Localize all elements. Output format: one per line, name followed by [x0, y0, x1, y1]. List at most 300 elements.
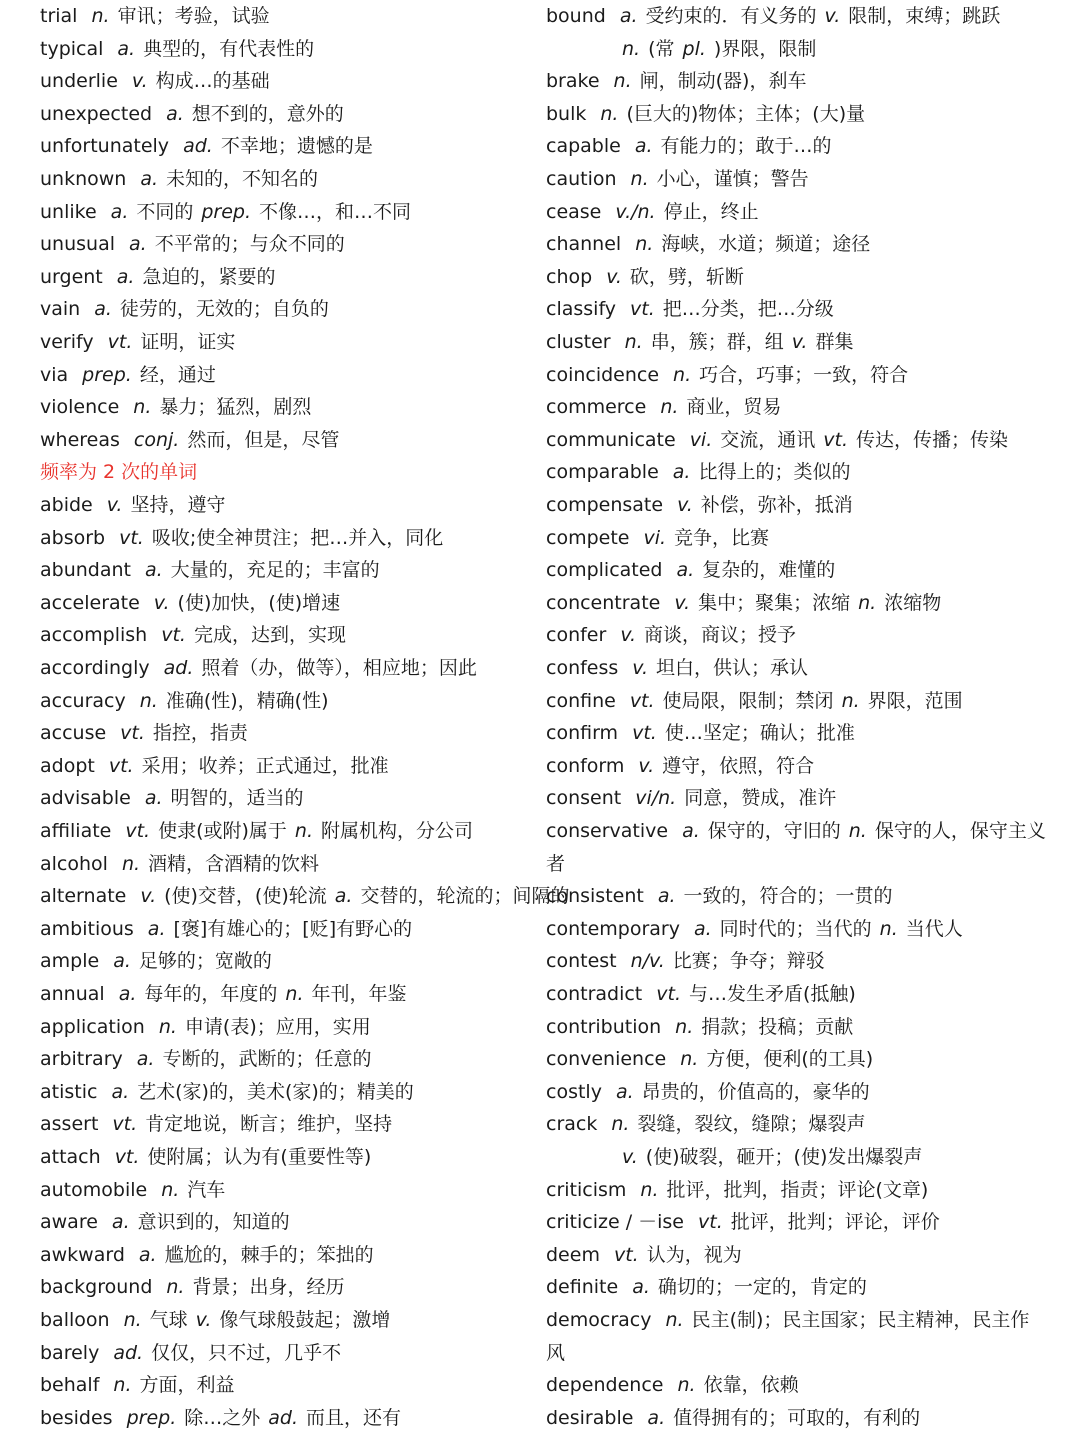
- part-of-speech: n.: [161, 1178, 180, 1201]
- vocab-entry: [546, 815, 1046, 847]
- vocab-entry: [546, 261, 1046, 293]
- definition: 商业，贸易: [686, 396, 782, 419]
- part-of-speech: n.: [600, 102, 619, 125]
- part-of-speech: n.: [611, 1113, 630, 1136]
- headword: ambitious: [40, 917, 134, 940]
- headword: abundant: [40, 559, 131, 582]
- part-of-speech: n.: [139, 689, 158, 712]
- definition: 典型的，有代表性的: [143, 37, 315, 60]
- vocab-entry: [40, 522, 443, 554]
- definition: 比赛；争夺；辩驳: [672, 950, 825, 973]
- definition: 遵守，依照，符合: [662, 754, 815, 777]
- vocab-entry: [40, 880, 569, 912]
- definition: 暴力；猛烈，剧烈: [159, 396, 312, 419]
- vocab-entry: [622, 33, 1080, 65]
- definition: 不幸地；遗憾的是: [220, 135, 373, 158]
- definition: 经，通过: [139, 363, 216, 386]
- vocab-entry: [546, 685, 1046, 717]
- part-of-speech: ad.: [268, 1406, 299, 1429]
- part-of-speech: a.: [113, 950, 131, 973]
- definition: 群集: [815, 331, 854, 353]
- headword: concentrate: [546, 591, 661, 614]
- headword: bulk: [546, 102, 587, 125]
- definition: 而且，还有: [306, 1406, 402, 1429]
- vocab-entry: [546, 196, 1046, 228]
- vocab-entry: [546, 1304, 1046, 1336]
- definition: 同时代的；当代的: [719, 917, 872, 940]
- vocab-entry: [546, 1239, 1046, 1271]
- definition: 专断的，武断的；任意的: [162, 1048, 372, 1071]
- headword: bound: [546, 5, 606, 27]
- part-of-speech: vt.: [108, 754, 134, 777]
- headword: barely: [40, 1341, 100, 1364]
- headword: aware: [40, 1211, 98, 1234]
- definition: 肯定地说，断言；维护，坚持: [145, 1113, 393, 1136]
- headword: awkward: [40, 1243, 125, 1266]
- definition: 商谈，商议；授予: [644, 624, 797, 647]
- vocab-entry: [40, 945, 272, 977]
- part-of-speech: v.: [606, 265, 622, 288]
- headword: consent: [546, 787, 622, 810]
- part-of-speech: a.: [634, 135, 653, 158]
- definition: 复杂的，难懂的: [702, 559, 836, 582]
- vocab-entry: [546, 848, 1046, 880]
- part-of-speech: ad.: [113, 1341, 144, 1364]
- headword: comparable: [546, 461, 659, 484]
- headword: classify: [546, 298, 617, 321]
- vocab-entry: [40, 424, 339, 456]
- definition: 采用；收养；正式通过，批准: [141, 754, 389, 777]
- part-of-speech: vi/n.: [635, 787, 677, 810]
- part-of-speech: v.: [195, 1309, 212, 1331]
- headword: commerce: [546, 396, 647, 419]
- part-of-speech: vt.: [114, 1146, 140, 1168]
- part-of-speech: vt.: [630, 298, 655, 321]
- part-of-speech: a.: [129, 233, 147, 256]
- definition: 海峡，水道；频道；途径: [661, 233, 871, 256]
- definition: 民主(制)；民主国家；民主精神，民主作: [691, 1309, 1030, 1331]
- vocab-entry: [40, 1141, 371, 1173]
- vocab-entry: [546, 1011, 1046, 1043]
- vocab-entry: [40, 326, 235, 358]
- part-of-speech: n.: [660, 396, 679, 419]
- definition: 未知的，不知名的: [166, 168, 319, 190]
- part-of-speech: n.: [294, 820, 314, 842]
- headword: verify: [40, 331, 94, 353]
- vocab-entry: [40, 1206, 290, 1238]
- vocab-entry: [40, 652, 477, 684]
- vocab-entry: [546, 1108, 1046, 1140]
- headword: contest: [546, 950, 617, 973]
- vocab-entry: [40, 1239, 374, 1271]
- vocab-entry: [546, 0, 1046, 32]
- definition: 徒劳的，无效的；自负的: [119, 298, 329, 321]
- headword: communicate: [546, 428, 676, 451]
- definition: 一致的，符合的；一贯的: [683, 885, 893, 908]
- headword: costly: [546, 1080, 602, 1103]
- part-of-speech: n/v.: [630, 950, 665, 973]
- definition: 急迫的，紧要的: [142, 265, 276, 288]
- definition: 尴尬的，棘手的；笨拙的: [164, 1243, 374, 1266]
- vocab-entry: [40, 1271, 345, 1303]
- definition: 附属机构，分公司: [321, 820, 474, 842]
- part-of-speech: a.: [117, 37, 136, 60]
- part-of-speech: n.: [841, 689, 860, 712]
- part-of-speech: ad.: [183, 135, 213, 158]
- part-of-speech: a.: [657, 885, 676, 908]
- part-of-speech: a.: [672, 461, 691, 484]
- part-of-speech: a.: [111, 1211, 130, 1234]
- definition: 保守的，守旧的: [707, 820, 841, 842]
- headword: confine: [546, 689, 616, 712]
- headword: criticize / －ise: [546, 1211, 685, 1234]
- vocab-entry: [546, 228, 1046, 260]
- definition: 申请(表)；应用，实用: [184, 1015, 371, 1038]
- headword: vain: [40, 298, 81, 321]
- part-of-speech: prep.: [82, 363, 132, 386]
- vocab-entry: [40, 1337, 341, 1369]
- part-of-speech: v.: [824, 5, 841, 27]
- definition: 确切的；一定的，肯定的: [657, 1276, 867, 1299]
- definition: 裂缝，裂纹，缝隙；爆裂声: [637, 1113, 866, 1136]
- vocab-entry: [40, 391, 311, 423]
- headword: dependence: [546, 1374, 664, 1397]
- definition: 浓缩物: [884, 591, 942, 614]
- part-of-speech: n.: [635, 233, 654, 256]
- headword: advisable: [40, 787, 131, 810]
- part-of-speech: n.: [123, 1309, 142, 1331]
- vocab-entry: [546, 750, 1046, 782]
- headword: cluster: [546, 331, 611, 353]
- definition: 批评，批判，指责；评论(文章): [666, 1178, 929, 1201]
- part-of-speech: a.: [676, 559, 695, 582]
- part-of-speech: v.: [632, 657, 649, 679]
- headword: accelerate: [40, 591, 140, 614]
- vocab-entry: [40, 359, 216, 391]
- definition: 交流，通讯: [720, 428, 816, 451]
- vocab-entry: [546, 978, 1046, 1010]
- part-of-speech: v.: [638, 754, 655, 777]
- part-of-speech: v.: [153, 591, 170, 614]
- headword: unlike: [40, 200, 97, 223]
- vocab-entry: [40, 717, 248, 749]
- part-of-speech: conj.: [133, 428, 180, 451]
- definition: 捐款；投稿；贡献: [701, 1015, 854, 1038]
- headword: whereas: [40, 428, 120, 451]
- part-of-speech: a.: [632, 1276, 650, 1299]
- definition: 除…之外: [184, 1406, 261, 1429]
- part-of-speech: a.: [615, 1080, 634, 1103]
- part-of-speech: n.: [680, 1048, 699, 1071]
- definition: 保守的人，保守主义: [874, 820, 1046, 842]
- part-of-speech: vt.: [629, 689, 655, 712]
- headword: balloon: [40, 1309, 110, 1331]
- definition: 足够的；宽敞的: [138, 950, 272, 973]
- headword: unfortunately: [40, 135, 170, 158]
- part-of-speech: a.: [140, 168, 159, 190]
- vocab-entry: [40, 1369, 235, 1401]
- definition: (常: [648, 37, 675, 60]
- headword: coincidence: [546, 363, 660, 386]
- vocab-entry: [40, 293, 329, 325]
- vocab-entry: [40, 554, 380, 586]
- part-of-speech: vt.: [120, 722, 145, 745]
- vocab-entry: [40, 130, 373, 162]
- definition: 交替的，轮流的；间隔的: [360, 885, 570, 908]
- part-of-speech: n.: [133, 396, 152, 419]
- headword: accuracy: [40, 689, 126, 712]
- part-of-speech: vt.: [119, 526, 144, 549]
- vocab-entry: [546, 456, 1046, 488]
- part-of-speech: v.: [140, 885, 157, 908]
- headword: abide: [40, 494, 93, 516]
- definition: 把…分类，把…分级: [662, 298, 834, 321]
- vocab-entry: [40, 978, 407, 1010]
- headword: application: [40, 1015, 145, 1038]
- part-of-speech: vi.: [689, 428, 713, 451]
- part-of-speech: a.: [682, 820, 700, 842]
- part-of-speech: n.: [91, 5, 110, 27]
- definition: 者: [546, 852, 566, 875]
- headword: urgent: [40, 265, 103, 288]
- headword: contradict: [546, 983, 643, 1005]
- part-of-speech: n.: [166, 1276, 185, 1299]
- part-of-speech: vt.: [823, 428, 848, 451]
- headword: behalf: [40, 1374, 100, 1397]
- part-of-speech: vt.: [112, 1113, 138, 1136]
- headword: contribution: [546, 1015, 662, 1038]
- headword: arbitrary: [40, 1048, 123, 1071]
- definition: 比得上的；类似的: [698, 461, 851, 484]
- part-of-speech: n.: [113, 1374, 132, 1397]
- headword: adopt: [40, 754, 95, 777]
- headword: crack: [546, 1113, 598, 1136]
- headword: brake: [546, 70, 600, 93]
- headword: contemporary: [546, 917, 680, 940]
- vocab-entry: [546, 65, 1046, 97]
- vocab-entry: [546, 1337, 1046, 1369]
- vocab-entry: [40, 1011, 371, 1043]
- definition: 限制，束缚；跳跃: [848, 5, 1001, 27]
- vocab-entry: [546, 359, 1046, 391]
- definition: 构成…的基础: [155, 70, 270, 93]
- headword: caution: [546, 168, 617, 190]
- headword: complicated: [546, 559, 663, 582]
- definition: 证明，证实: [140, 331, 236, 353]
- headword: trial: [40, 5, 78, 27]
- part-of-speech: v.: [106, 494, 123, 516]
- definition: 昂贵的，价值高的，豪华的: [641, 1080, 870, 1103]
- definition: 吸收;使全神贯注；把…并入，同化: [151, 526, 444, 549]
- vocab-entry: [546, 619, 1046, 651]
- definition: (巨大的)物体；主体；(大)量: [626, 102, 866, 125]
- part-of-speech: n.: [665, 1309, 684, 1331]
- definition: 批评，批判；评论，评价: [730, 1211, 940, 1234]
- part-of-speech: n.: [879, 917, 898, 940]
- definition: 艺术(家)的，美术(家)的；精美的: [137, 1080, 414, 1103]
- headword: consistent: [546, 885, 644, 908]
- part-of-speech: n.: [848, 820, 867, 842]
- headword: cease: [546, 200, 602, 223]
- definition: (使)破裂，砸开；(使)发出爆裂声: [645, 1146, 923, 1168]
- headword: attach: [40, 1146, 101, 1168]
- vocab-entry: [40, 98, 344, 130]
- vocab-entry: [40, 619, 346, 651]
- definition: 像气球般鼓起；激增: [219, 1309, 391, 1331]
- headword: confirm: [546, 722, 619, 745]
- vocab-entry: [546, 587, 1046, 619]
- part-of-speech: v.: [131, 70, 148, 93]
- part-of-speech: a.: [647, 1406, 666, 1429]
- vocab-entry: [546, 782, 1046, 814]
- headword: democracy: [546, 1309, 652, 1331]
- definition: [褒]有雄心的；[贬]有野心的: [173, 917, 413, 940]
- vocab-entry: [546, 1043, 1046, 1075]
- definition: 每年的，年度的: [144, 983, 278, 1005]
- vocab-entry: [546, 913, 1046, 945]
- definition: 小心，谨慎；警告: [656, 168, 809, 190]
- definition: 竞争，比赛: [674, 526, 770, 549]
- definition: 不平常的；与众不同的: [154, 233, 345, 256]
- vocab-entry: [40, 587, 340, 619]
- headword: background: [40, 1276, 153, 1299]
- part-of-speech: a.: [693, 917, 712, 940]
- vocab-entry: [622, 1141, 1080, 1173]
- definition: 大量的，充足的；丰富的: [170, 559, 380, 582]
- headword: conservative: [546, 820, 669, 842]
- definition: 补偿，弥补，抵消: [700, 494, 853, 516]
- part-of-speech: v.: [622, 1146, 638, 1168]
- definition: 明智的，适当的: [170, 787, 304, 810]
- definition: 使附属；认为有(重要性等): [147, 1146, 372, 1168]
- definition: 酒精，含酒精的饮料: [148, 852, 320, 875]
- vocab-entry: [40, 1402, 401, 1434]
- headword: criticism: [546, 1178, 627, 1201]
- headword: confer: [546, 624, 607, 647]
- definition: 方面，利益: [139, 1374, 235, 1397]
- vocab-entry: [546, 1076, 1046, 1108]
- headword: unknown: [40, 168, 127, 190]
- vocab-entry: [40, 261, 275, 293]
- part-of-speech: n.: [158, 1015, 177, 1038]
- vocab-entry: [546, 1271, 1046, 1303]
- definition: 值得拥有的；可取的，有利的: [673, 1406, 921, 1429]
- headword: accuse: [40, 722, 107, 745]
- part-of-speech: n.: [640, 1178, 659, 1201]
- vocab-entry: [40, 1043, 371, 1075]
- part-of-speech: a.: [116, 265, 135, 288]
- headword: compete: [546, 526, 630, 549]
- part-of-speech: n.: [630, 168, 649, 190]
- definition: (使)交替，(使)轮流: [164, 885, 327, 908]
- part-of-speech: n.: [675, 1015, 694, 1038]
- definition: 年刊，年鉴: [311, 983, 407, 1005]
- vocab-entry: [546, 717, 1046, 749]
- headword: assert: [40, 1113, 99, 1136]
- definition: 想不到的，意外的: [191, 102, 344, 125]
- part-of-speech: a.: [144, 787, 163, 810]
- headword: accomplish: [40, 624, 148, 647]
- headword: unexpected: [40, 102, 153, 125]
- part-of-speech: a.: [138, 1243, 157, 1266]
- part-of-speech: v.: [677, 494, 693, 516]
- headword: conform: [546, 754, 625, 777]
- part-of-speech: a.: [94, 298, 112, 321]
- headword: besides: [40, 1406, 113, 1429]
- definition: 使…坚定；确认；批准: [664, 722, 855, 745]
- vocab-entry: [40, 685, 328, 717]
- definition: 审讯；考验，试验: [117, 5, 270, 27]
- headword: capable: [546, 135, 621, 158]
- headword: unusual: [40, 233, 115, 256]
- headword: automobile: [40, 1178, 148, 1201]
- part-of-speech: vt.: [632, 722, 657, 745]
- vocab-entry: [40, 750, 389, 782]
- part-of-speech: a.: [166, 102, 184, 125]
- headword: typical: [40, 37, 104, 60]
- vocab-entry: [546, 522, 1046, 554]
- headword: alcohol: [40, 852, 108, 875]
- headword: violence: [40, 396, 120, 419]
- vocab-entry: [40, 0, 270, 32]
- vocab-entry: [546, 130, 1046, 162]
- part-of-speech: a.: [110, 200, 129, 223]
- vocab-entry: [546, 326, 1046, 358]
- section-heading: 频率为 2 次的单词: [40, 461, 198, 484]
- definition: 受约束的．有义务的: [645, 5, 817, 27]
- definition: 坦白，供认；承认: [656, 657, 809, 679]
- part-of-speech: prep.: [201, 200, 252, 223]
- part-of-speech: prep.: [126, 1406, 177, 1429]
- definition: 认为，视为: [646, 1243, 742, 1266]
- vocab-entry: [40, 163, 318, 195]
- vocab-entry: [546, 652, 1046, 684]
- vocab-entry: [546, 1174, 1046, 1206]
- vocab-entry: [546, 391, 1046, 423]
- part-of-speech: pl.: [682, 37, 706, 60]
- vocab-entry: [546, 554, 1046, 586]
- headword: via: [40, 363, 69, 386]
- definition: 界限，范围: [867, 689, 963, 712]
- headword: alternate: [40, 885, 127, 908]
- part-of-speech: a.: [111, 1080, 130, 1103]
- headword: accordingly: [40, 657, 150, 679]
- part-of-speech: n.: [858, 591, 877, 614]
- part-of-speech: v.: [791, 331, 808, 353]
- definition: 使局限，限制；禁闭: [662, 689, 834, 712]
- definition: 然而，但是，尽管: [187, 428, 340, 451]
- headword: definite: [546, 1276, 619, 1299]
- vocab-entry: [40, 196, 411, 228]
- definition: 不同的: [136, 200, 194, 223]
- definition: 指控，指责: [152, 722, 248, 745]
- headword: convenience: [546, 1048, 667, 1071]
- part-of-speech: vt.: [656, 983, 681, 1005]
- part-of-speech: n.: [285, 983, 304, 1005]
- part-of-speech: vt.: [125, 820, 151, 842]
- part-of-speech: a.: [334, 885, 353, 908]
- definition: 巧合，巧事；一致，符合: [699, 363, 909, 386]
- definition: 与…发生矛盾(抵触): [689, 983, 856, 1005]
- vocab-entry: [40, 1174, 225, 1206]
- definition: 停止，终止: [663, 200, 759, 223]
- definition: 使隶(或附)属于: [158, 820, 287, 842]
- vocab-entry: [546, 880, 1046, 912]
- vocab-entry: [40, 1304, 390, 1336]
- vocab-entry: [40, 782, 304, 814]
- vocab-entry: [546, 1206, 1046, 1238]
- definition: )界限，限制: [713, 37, 817, 60]
